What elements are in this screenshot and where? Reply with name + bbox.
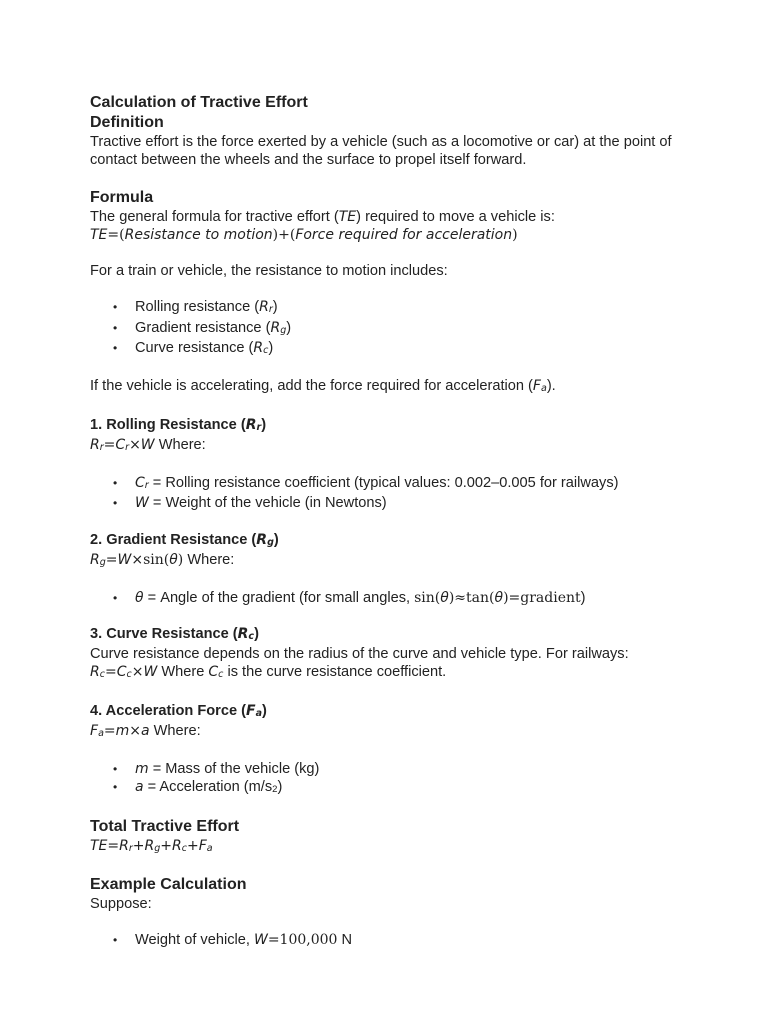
resistance-intro: For a train or vehicle, the resistance to motion includes: — [90, 263, 448, 280]
acceleration-equation: Fa=m×a Where: — [90, 722, 201, 739]
example-list — [90, 931, 690, 949]
list-item: • Cr = Rolling resistance coefficient (typical values: 0.002–0.005 for railways) — [135, 474, 690, 494]
total-equation: TE=Rr+Rg+Rc+Fa — [90, 837, 213, 854]
gradient-list — [90, 589, 690, 607]
list-item: • Gradient resistance (Rg) — [135, 319, 690, 339]
definition-heading: Definition — [90, 114, 164, 131]
rolling-list — [90, 474, 690, 513]
list-item: • Curve resistance (Rc) — [135, 339, 690, 359]
general-equation: TE=(Resistance to motion)+(Force required for acceleration) — [90, 226, 518, 243]
list-item: • Weight of vehicle, W=100,000 N — [135, 931, 690, 949]
rolling-heading: 1. Rolling Resistance (Rr) — [90, 416, 267, 433]
list-item: • W = Weight of the vehicle (in Newtons) — [135, 494, 690, 512]
list-item: • θ = Angle of the gradient (for small angles, sin(θ)≈tan(θ)=gradient) — [135, 589, 690, 607]
definition-text: Tractive effort is the force exerted by a vehicle (such as a locomotive or car) at the point of contact between the wheels and the surface to propel itself forward. — [90, 134, 672, 169]
rolling-equation: Rr=Cr×W Where: — [90, 436, 206, 453]
resistance-list — [90, 298, 690, 359]
list-item: • Rolling resistance (Rr) — [135, 298, 690, 318]
acceleration-heading: 4. Acceleration Force (Fa) — [90, 702, 267, 719]
curve-heading: 3. Curve Resistance (Rc) — [90, 626, 259, 643]
example-heading: Example Calculation — [90, 875, 247, 893]
list-item: • m = Mass of the vehicle (kg) — [135, 760, 690, 778]
example-suppose: Suppose: — [90, 895, 152, 912]
list-item: • a = Acceleration (m/s2) — [135, 778, 690, 798]
acceleration-note: If the vehicle is accelerating, add the force required for acceleration (Fa). — [90, 378, 556, 395]
curve-text: Curve resistance depends on the radius of the curve and vehicle type. For railways: Rc=Cc×W Where Cc is the curve resistance coefficient. — [90, 646, 629, 681]
document-page — [90, 93, 690, 950]
gradient-equation: Rg=W×sin(θ) Where: — [90, 551, 235, 568]
total-heading: Total Tractive Effort — [90, 817, 240, 835]
acceleration-list — [90, 760, 690, 799]
formula-heading: Formula — [90, 188, 154, 206]
formula-intro: The general formula for tractive effort (TE) required to move a vehicle is: — [90, 208, 555, 225]
page-title: Calculation of Tractive Effort — [90, 94, 308, 111]
gradient-heading: 2. Gradient Resistance (Rg) — [90, 531, 279, 548]
